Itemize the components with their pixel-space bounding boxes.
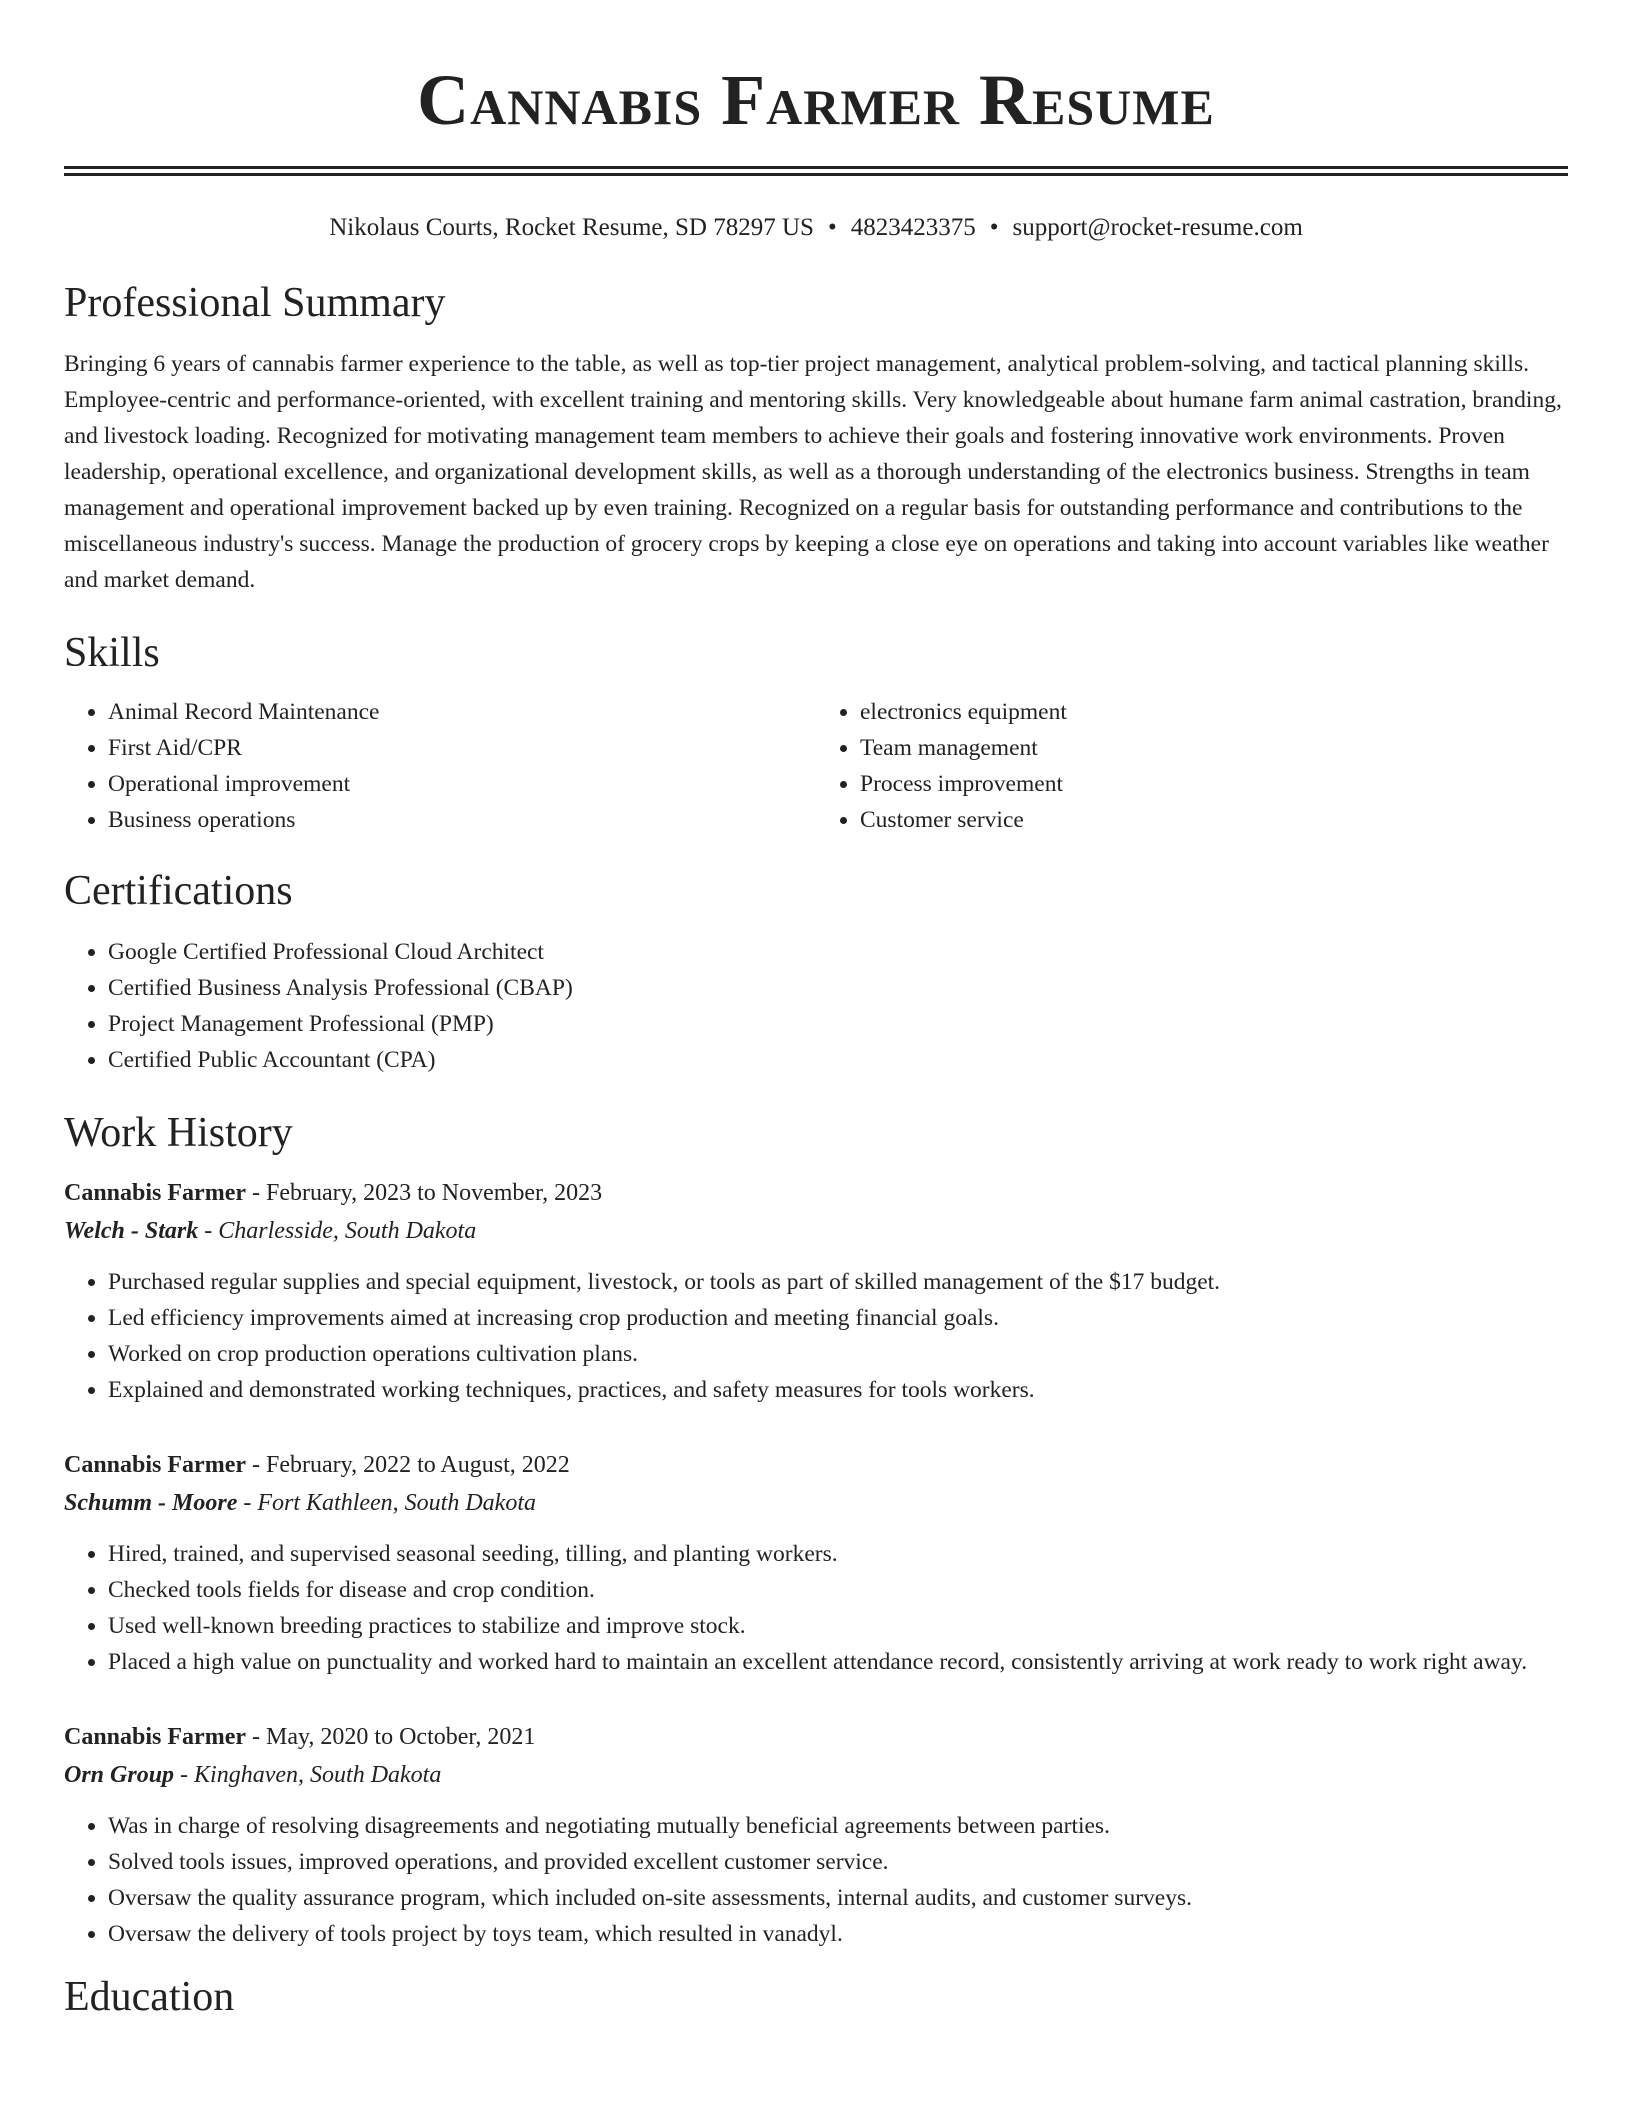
job-dates: - May, 2020 to October, 2021 xyxy=(246,1724,536,1750)
job-bullet: • Worked on crop production operations cultivation plans. xyxy=(108,1336,1568,1372)
contact-address: Nikolaus Courts, Rocket Resume, SD 78297 US xyxy=(329,214,814,241)
skills-list xyxy=(64,694,1568,838)
job-bullet: • Purchased regular supplies and special equipment, livestock, or tools as part of skilled management of the $17 budget. xyxy=(108,1264,1568,1300)
contact-separator: • xyxy=(827,214,837,241)
job-bullet: • Used well-known breeding practices to stabilize and improve stock. xyxy=(108,1608,1568,1644)
job-bullet: • Placed a high value on punctuality and worked hard to maintain an excellent attendance record, consistently arriving at work ready to work right away. xyxy=(108,1644,1568,1680)
skill-item: • First Aid/CPR xyxy=(108,730,816,766)
contact-phone: 4823423375 xyxy=(850,214,976,241)
skills-heading: Skills xyxy=(64,630,160,676)
job-bullets xyxy=(64,1536,1568,1680)
job-bullet: • Checked tools fields for disease and crop condition. xyxy=(108,1572,1568,1608)
skills-column-left xyxy=(64,694,816,838)
certification-item: • Project Management Professional (PMP) xyxy=(108,1006,1568,1042)
title-divider xyxy=(64,166,1568,176)
job-title: Cannabis Farmer xyxy=(64,1180,246,1206)
contact-separator: • xyxy=(989,214,999,241)
skill-item: • Customer service xyxy=(860,802,1568,838)
job-company: Orn Group xyxy=(64,1762,175,1788)
job-location: - Kinghaven, South Dakota xyxy=(174,1762,442,1788)
skill-item: • Animal Record Maintenance xyxy=(108,694,816,730)
summary-heading: Professional Summary xyxy=(64,280,446,326)
job-location: - Charlesside, South Dakota xyxy=(198,1218,477,1244)
certification-item: • Google Certified Professional Cloud Architect xyxy=(108,934,1568,970)
job-dates: - February, 2022 to August, 2022 xyxy=(246,1452,570,1478)
job-title-line xyxy=(64,1174,1568,1212)
job-company: Schumm - Moore xyxy=(64,1490,238,1516)
education-heading: Education xyxy=(64,1974,235,2020)
job-company-line xyxy=(64,1484,1568,1522)
job-title-line xyxy=(64,1718,1568,1756)
job-company: Welch - Stark xyxy=(64,1218,199,1244)
certification-item: • Certified Business Analysis Professional (CBAP) xyxy=(108,970,1568,1006)
job-bullet: • Led efficiency improvements aimed at increasing crop production and meeting financial goals. xyxy=(108,1300,1568,1336)
skill-item: • Business operations xyxy=(108,802,816,838)
job-bullets xyxy=(64,1808,1568,1952)
job-bullet: • Hired, trained, and supervised seasonal seeding, tilling, and planting workers. xyxy=(108,1536,1568,1572)
job-title: Cannabis Farmer xyxy=(64,1452,246,1478)
job-bullet: • Oversaw the delivery of tools project by toys team, which resulted in vanadyl. xyxy=(108,1916,1568,1952)
job-title: Cannabis Farmer xyxy=(64,1724,246,1750)
contact-line xyxy=(64,212,1568,244)
job-bullet: • Solved tools issues, improved operations, and provided excellent customer service. xyxy=(108,1844,1568,1880)
job-company-line xyxy=(64,1756,1568,1794)
job-bullet: • Was in charge of resolving disagreements and negotiating mutually beneficial agreements between parties. xyxy=(108,1808,1568,1844)
skill-item: • Team management xyxy=(860,730,1568,766)
skills-column-right xyxy=(816,694,1568,838)
contact-email: support@rocket-resume.com xyxy=(1012,214,1303,241)
job-bullets xyxy=(64,1264,1568,1408)
job-bullet: • Oversaw the quality assurance program, which included on-site assessments, internal audits, and customer surveys. xyxy=(108,1880,1568,1916)
job-location: - Fort Kathleen, South Dakota xyxy=(237,1490,536,1516)
job-entry xyxy=(64,1174,1568,1408)
job-entry xyxy=(64,1718,1568,1952)
summary-text: Bringing 6 years of cannabis farmer experience to the table, as well as top-tier project management, analytical problem-solving, and tactical planning skills. Employee-centric and performance-oriented, with excellent training and mentoring skills. Very knowledgeable about humane farm animal castration, branding, and livestock loading. Recognized for motivating management team members to achieve their goals and fostering innovative work environments. Proven leadership, operational excellence, and organizational development skills, as well as a thorough understanding of the electronics business. Strengths in team management and operational improvement backed up by even training. Recognized on a regular basis for outstanding performance and contributions to the miscellaneous industry's success. Manage the production of grocery crops by keeping a close eye on operations and taking into account variables like weather and market demand. xyxy=(64,351,1562,593)
resume-title: Cannabis Farmer Resume xyxy=(417,60,1215,140)
certifications-list xyxy=(64,934,1568,1078)
skill-item: • Operational improvement xyxy=(108,766,816,802)
job-company-line xyxy=(64,1212,1568,1250)
job-entry xyxy=(64,1446,1568,1680)
job-title-line xyxy=(64,1446,1568,1484)
work-history-heading: Work History xyxy=(64,1110,293,1156)
certifications-heading: Certifications xyxy=(64,868,293,914)
skill-item: • Process improvement xyxy=(860,766,1568,802)
job-dates: - February, 2023 to November, 2023 xyxy=(246,1180,603,1206)
job-bullet: • Explained and demonstrated working techniques, practices, and safety measures for tools workers. xyxy=(108,1372,1568,1408)
skill-item: • electronics equipment xyxy=(860,694,1568,730)
certification-item: • Certified Public Accountant (CPA) xyxy=(108,1042,1568,1078)
